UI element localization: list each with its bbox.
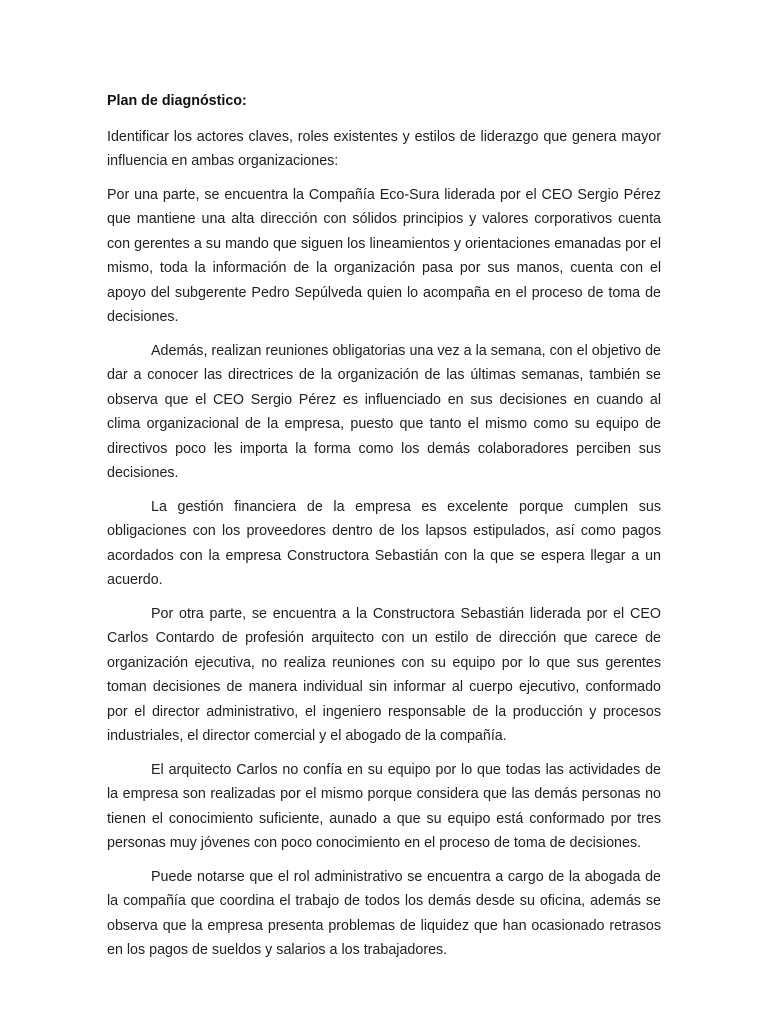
document-title: Plan de diagnóstico: <box>107 93 247 109</box>
paragraph-eco-sura: Por una parte, se encuentra la Compañía Eco-Sura liderada por el CEO Sergio Pérez que mantiene una alta dirección con sólidos principios y valores corporativos cuenta con gerentes a su mando que siguen los lineamientos y orientaciones emanadas por el mismo, toda la información de la organización pasa por sus manos, cuenta con el apoyo del subgerente Pedro Sepúlveda quien lo acompaña en el proceso de toma de decisiones. <box>107 186 661 325</box>
paragraph-constructora: Por otra parte, se encuentra a la Constructora Sebastián liderada por el CEO Carlos Contardo de profesión arquitecto con un estilo de dirección que carece de organización ejecutiva, no realiza reuniones con su equipo por lo que sus gerentes toman decisiones de manera individual sin informar al cuerpo ejecutivo, conformado por el director administrativo, el ingeniero responsable de la producción y procesos industriales, el director comercial y el abogado de la compañía. <box>107 605 661 744</box>
paragraph-intro: Identificar los actores claves, roles existentes y estilos de liderazgo que genera mayor influencia en ambas organizaciones: <box>107 128 661 169</box>
paragraph-gestion-financiera: La gestión financiera de la empresa es excelente porque cumplen sus obligaciones con los proveedores dentro de los lapsos estipulados, así como pagos acordados con la empresa Constructora Sebastián con la que se espera llegar a un acuerdo. <box>107 498 661 588</box>
paragraph-arquitecto: El arquitecto Carlos no confía en su equipo por lo que todas las actividades de la empresa son realizadas por el mismo porque considera que las demás personas no tienen el conocimiento suficiente, aunado a que su equipo está conformado por tres personas muy jóvenes con poco conocimiento en el proceso de toma de decisiones. <box>107 761 661 851</box>
paragraph-rol-administrativo: Puede notarse que el rol administrativo se encuentra a cargo de la abogada de la compañía que coordina el trabajo de todos los demás desde su oficina, además se observa que la empresa presenta problemas de liquidez que han ocasionado retrasos en los pagos de sueldos y salarios a los trabajadores. <box>107 868 661 958</box>
document-body <box>107 89 661 972</box>
paragraph-reuniones: Además, realizan reuniones obligatorias una vez a la semana, con el objetivo de dar a conocer las directrices de la organización de las últimas semanas, también se observa que el CEO Sergio Pérez es influenciado en sus decisiones en cuando al clima organizacional de la empresa, puesto que tanto el mismo como su equipo de directivos poco les importa la forma como los demás colaboradores perciben sus decisiones. <box>107 342 661 481</box>
